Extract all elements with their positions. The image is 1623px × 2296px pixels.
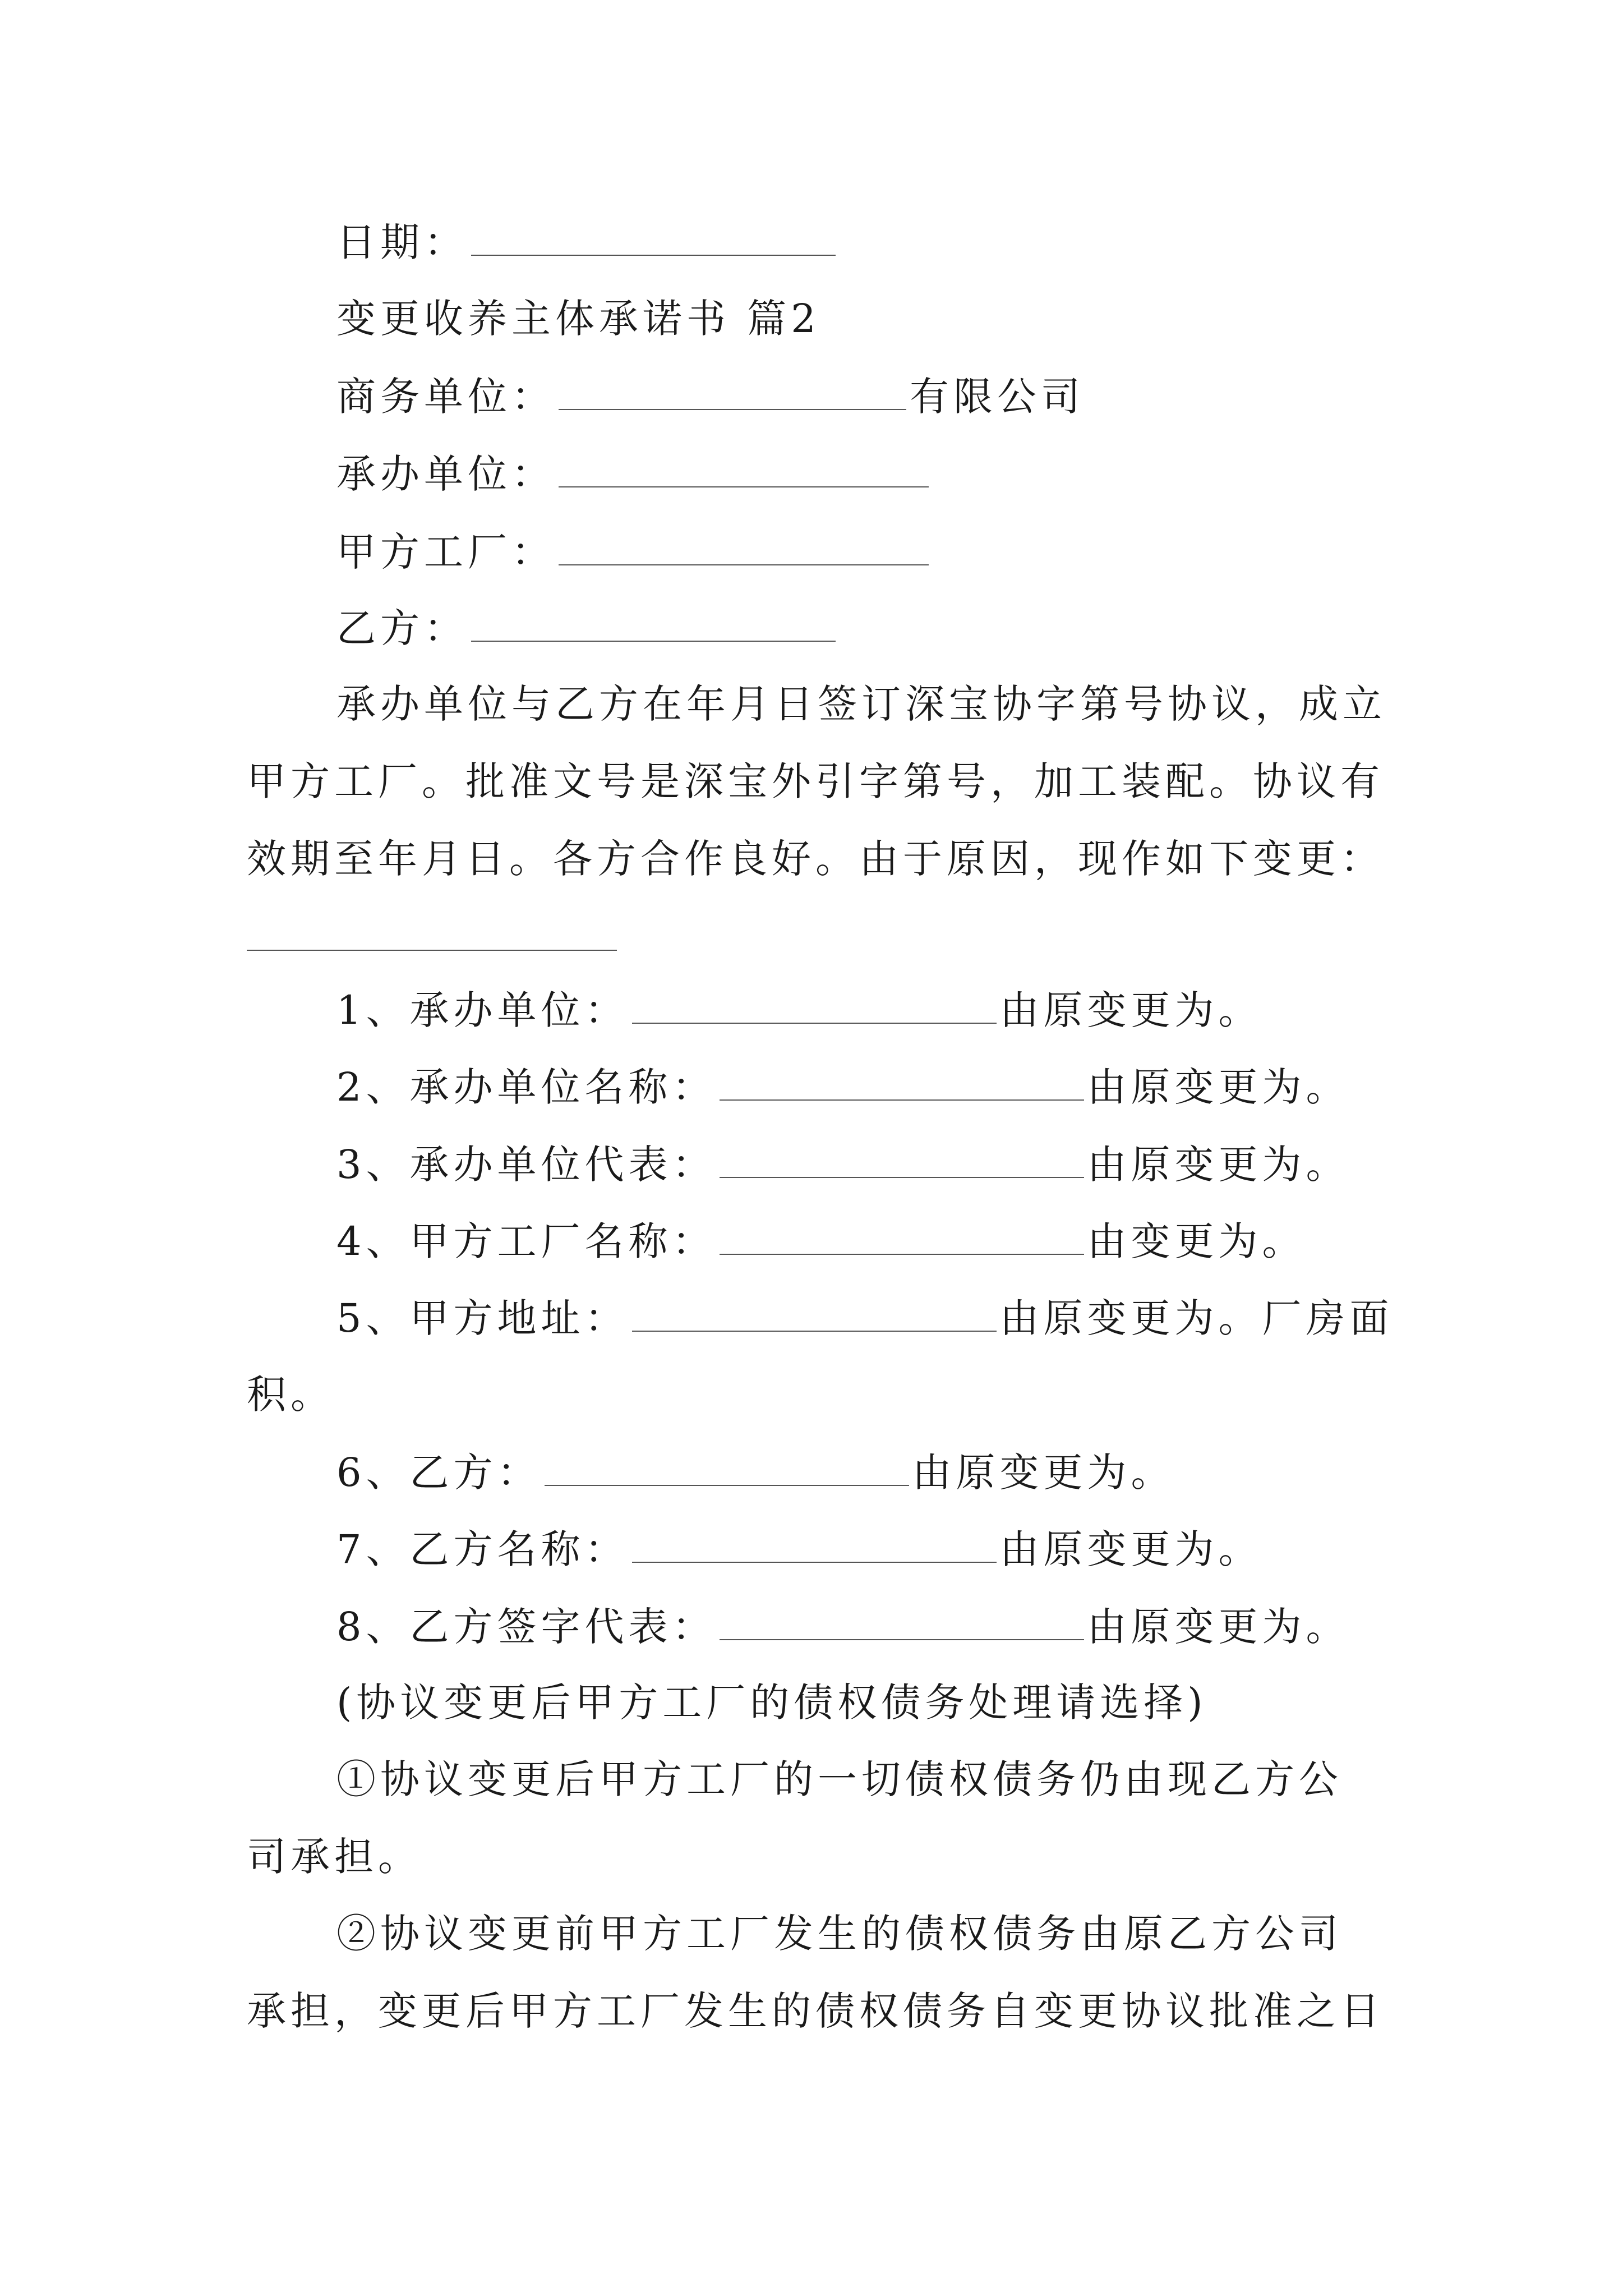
contractor-line bbox=[336, 445, 932, 502]
contractor-label: 承办单位： bbox=[336, 451, 555, 497]
list-item bbox=[336, 1212, 1306, 1269]
item-blank[interactable] bbox=[632, 1520, 997, 1563]
item-label: 5、甲方地址： bbox=[336, 1295, 629, 1341]
date-blank[interactable] bbox=[471, 213, 836, 256]
list-item bbox=[336, 1289, 1394, 1346]
partyb-blank[interactable] bbox=[471, 599, 836, 642]
item-blank[interactable] bbox=[632, 981, 997, 1024]
item-blank[interactable] bbox=[545, 1443, 909, 1486]
commerce-blank[interactable] bbox=[559, 367, 906, 410]
intro-text-3: 效期至年月日。各方合作良好。由于原因，现作如下变更： bbox=[247, 836, 1384, 882]
intro-line-1 bbox=[336, 676, 1386, 732]
date-line bbox=[336, 213, 839, 270]
option-1-line-2 bbox=[247, 1829, 422, 1885]
item-label: 3、承办单位代表： bbox=[336, 1142, 716, 1188]
commerce-label: 商务单位： bbox=[336, 374, 555, 420]
option-1-line-1 bbox=[336, 1751, 1343, 1807]
item-label: 4、甲方工厂名称： bbox=[336, 1218, 716, 1264]
item-continuation: 积。 bbox=[247, 1372, 334, 1418]
note-text: (协议变更后甲方工厂的债权债务处理请选择) bbox=[336, 1680, 1207, 1726]
option-1-text-2: 司承担。 bbox=[247, 1834, 422, 1880]
list-item bbox=[336, 1598, 1350, 1655]
item-blank[interactable] bbox=[720, 1058, 1084, 1101]
option-2-line-1 bbox=[336, 1906, 1343, 1962]
item-suffix: 由原变更为。 bbox=[912, 1450, 1175, 1496]
title-text: 变更收养主体承诺书 篇2 bbox=[336, 296, 820, 342]
reason-blank[interactable] bbox=[247, 950, 617, 951]
item-blank[interactable] bbox=[720, 1598, 1084, 1640]
factory-line bbox=[336, 523, 932, 580]
partyb-label: 乙方： bbox=[336, 605, 468, 651]
list-item bbox=[336, 1520, 1262, 1577]
item-suffix: 由原变更为。厂房面 bbox=[999, 1295, 1394, 1341]
commerce-suffix: 有限公司 bbox=[910, 374, 1085, 420]
commerce-line bbox=[336, 367, 1085, 425]
partyb-line bbox=[336, 599, 839, 656]
item-label: 7、乙方名称： bbox=[336, 1526, 629, 1572]
list-item bbox=[336, 1135, 1350, 1193]
intro-text-2: 甲方工厂。批准文号是深宝外引字第号，加工装配。协议有 bbox=[247, 758, 1384, 804]
item-suffix: 由原变更为。 bbox=[1087, 1142, 1350, 1188]
date-label: 日期： bbox=[336, 219, 468, 265]
note-line bbox=[336, 1674, 1207, 1731]
factory-blank[interactable] bbox=[559, 523, 929, 565]
item-label: 2、承办单位名称： bbox=[336, 1064, 716, 1110]
list-item bbox=[336, 981, 1262, 1038]
option-2-text-2: 承担，变更后甲方工厂发生的债权债务自变更协议批准之日 bbox=[247, 1988, 1384, 2034]
item-suffix: 由原变更为。 bbox=[1087, 1064, 1350, 1110]
item-label: 6、乙方： bbox=[336, 1450, 541, 1496]
option-2-line-2 bbox=[247, 1983, 1384, 2039]
contractor-blank[interactable] bbox=[559, 445, 929, 487]
item-blank[interactable] bbox=[632, 1289, 997, 1332]
item-label: 8、乙方签字代表： bbox=[336, 1604, 716, 1650]
factory-label: 甲方工厂： bbox=[336, 529, 555, 575]
list-item bbox=[336, 1443, 1175, 1501]
item-suffix: 由原变更为。 bbox=[999, 987, 1262, 1033]
item-blank[interactable] bbox=[720, 1212, 1084, 1255]
list-item-continuation bbox=[247, 1366, 334, 1423]
item-blank[interactable] bbox=[720, 1135, 1084, 1178]
item-suffix: 由原变更为。 bbox=[1087, 1604, 1350, 1650]
intro-line-2 bbox=[247, 753, 1384, 809]
item-label: 1、承办单位： bbox=[336, 987, 629, 1033]
item-suffix: 由变更为。 bbox=[1087, 1218, 1306, 1264]
option-2-text-1: ②协议变更前甲方工厂发生的债权债务由原乙方公司 bbox=[336, 1911, 1343, 1957]
intro-line-3 bbox=[247, 831, 1384, 887]
list-item bbox=[336, 1058, 1350, 1115]
item-suffix: 由原变更为。 bbox=[999, 1526, 1262, 1572]
option-1-text-1: ①协议变更后甲方工厂的一切债权债务仍由现乙方公 bbox=[336, 1756, 1343, 1802]
page-title bbox=[336, 291, 820, 347]
intro-text-1: 承办单位与乙方在年月日签订深宝协字第号协议，成立 bbox=[336, 681, 1386, 727]
